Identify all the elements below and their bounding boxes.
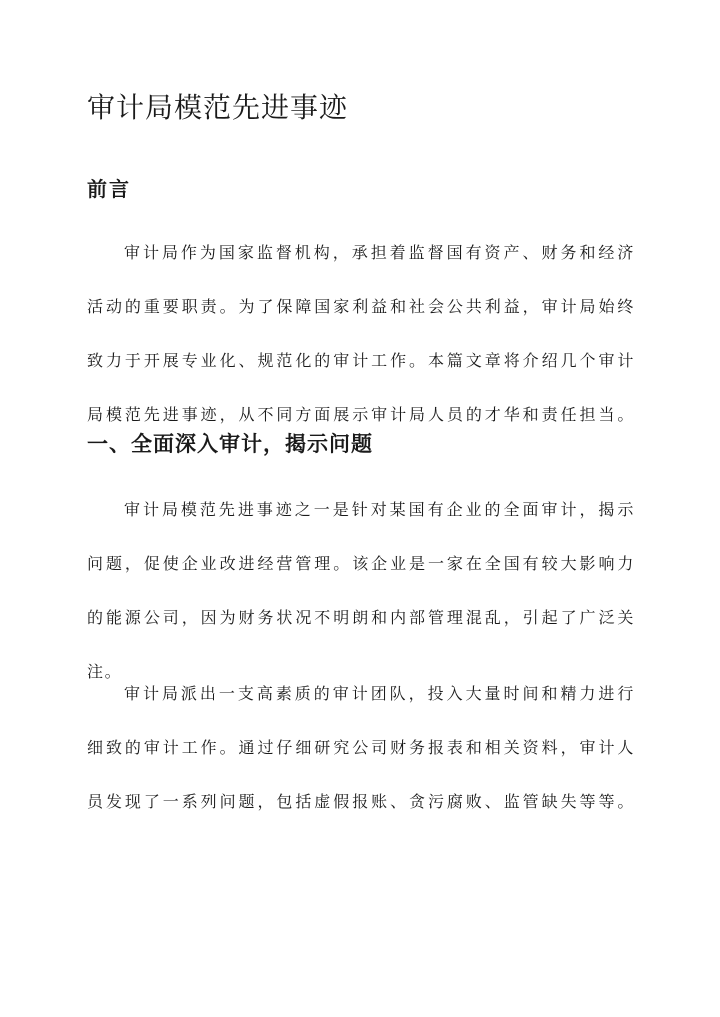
paragraph-line: 的能源公司，因为财务状况不明朗和内部管理混乱，引起了广泛关	[87, 608, 635, 627]
preface-paragraph	[87, 239, 635, 455]
paragraph-line: 审计局派出一支高素质的审计团队，投入大量时间和精力进行	[124, 684, 635, 703]
section1-paragraph-2	[87, 680, 635, 842]
paragraph-line: 注。	[87, 662, 123, 681]
paragraph-line: 审计局作为国家监督机构，承担着监督国有资产、财务和经济	[124, 243, 635, 262]
document-title: 审计局模范先进事迹	[87, 91, 349, 124]
paragraph-line: 员发现了一系列问题，包括虚假报账、贪污腐败、监管缺失等等。	[87, 792, 635, 811]
paragraph-line: 局模范先进事迹，从不同方面展示审计局人员的才华和责任担当。	[87, 405, 635, 424]
paragraph-line: 审计局模范先进事迹之一是针对某国有企业的全面审计，揭示	[124, 500, 635, 519]
paragraph-line: 致力于开展专业化、规范化的审计工作。本篇文章将介绍几个审计	[87, 351, 635, 370]
paragraph-line: 问题，促使企业改进经营管理。该企业是一家在全国有较大影响力	[87, 554, 635, 573]
section-heading: 一、全面深入审计，揭示问题	[87, 432, 373, 456]
paragraph-line: 细致的审计工作。通过仔细研究公司财务报表和相关资料，审计人	[87, 738, 635, 757]
paragraph-line: 活动的重要职责。为了保障国家利益和社会公共利益，审计局始终	[87, 297, 635, 316]
preface-heading: 前言	[87, 177, 131, 201]
